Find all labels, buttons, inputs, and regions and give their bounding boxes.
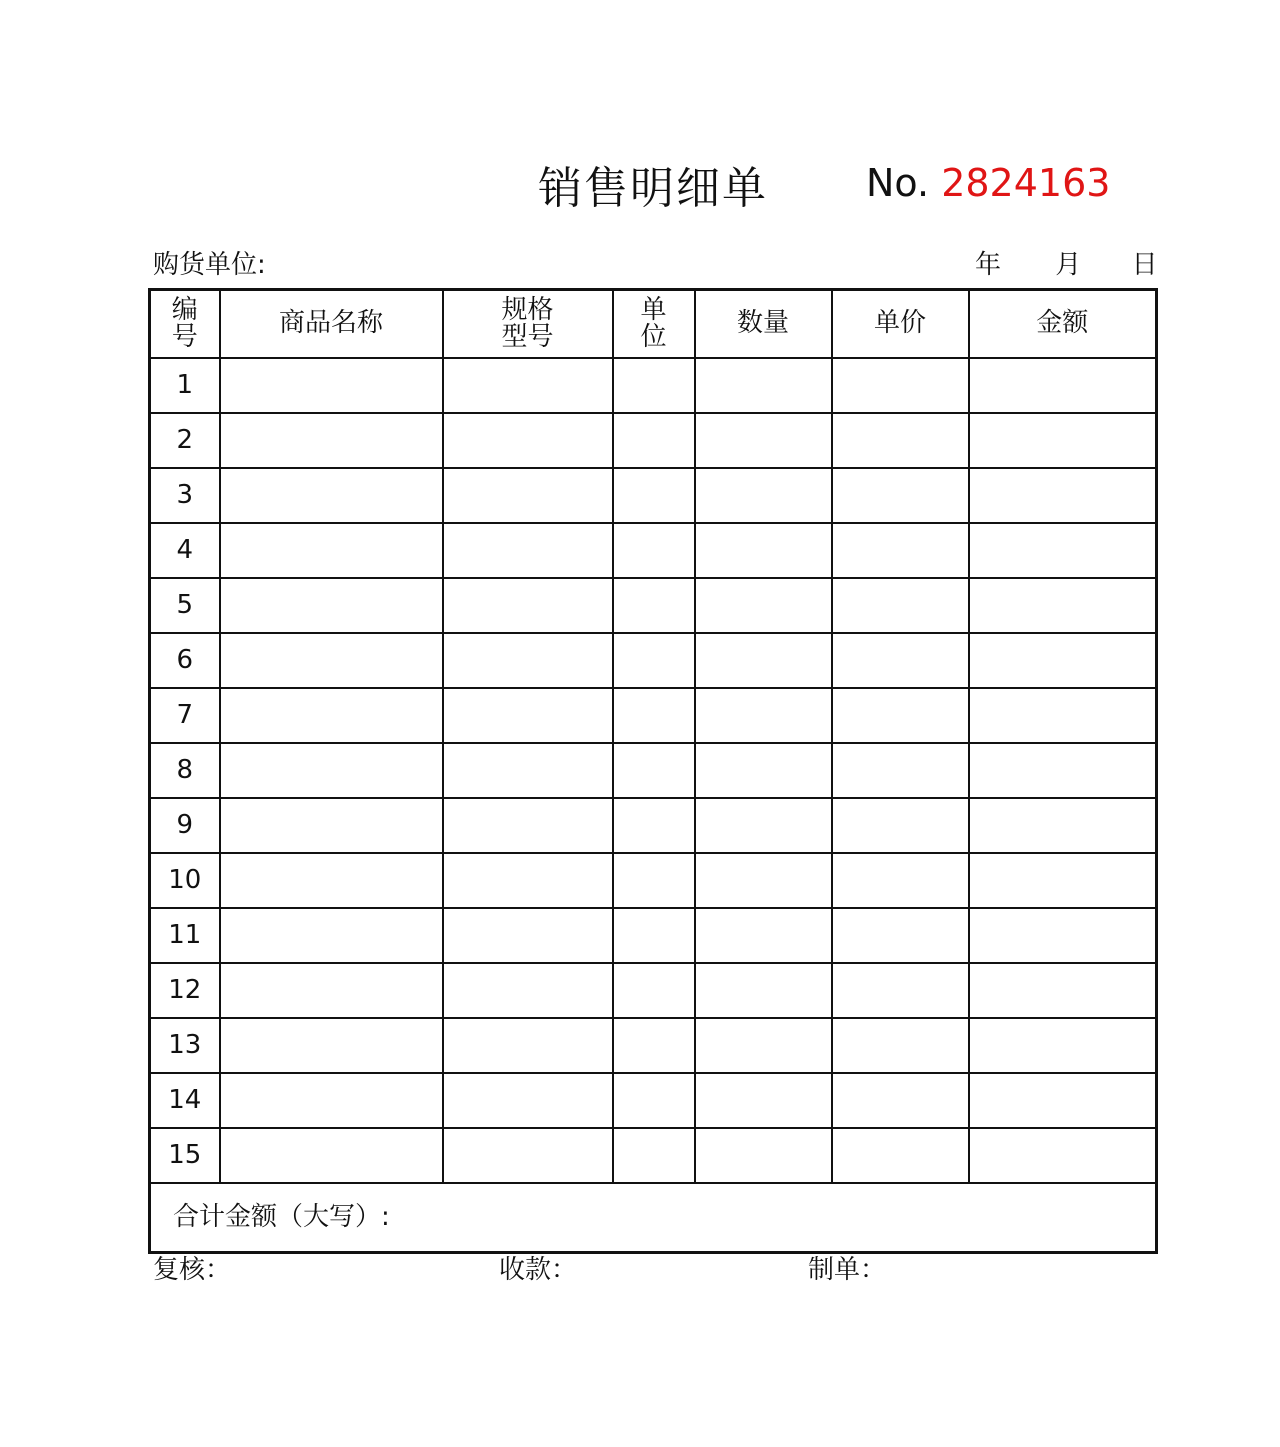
cell-quantity[interactable] — [695, 633, 832, 688]
serial-number: 2824163 — [941, 161, 1111, 205]
cell-unit-price[interactable] — [832, 468, 969, 523]
cell-amount[interactable] — [969, 908, 1157, 963]
buyer-label: 购货单位: — [153, 250, 266, 280]
cell-spec[interactable] — [443, 1018, 613, 1073]
cell-unit-price[interactable] — [832, 413, 969, 468]
cell-unit[interactable] — [613, 633, 695, 688]
cell-spec[interactable] — [443, 1073, 613, 1128]
header-index — [150, 290, 220, 358]
row-index: 4 — [150, 523, 220, 578]
row-index: 12 — [150, 963, 220, 1018]
cell-unit-price[interactable] — [832, 963, 969, 1018]
table-row — [150, 963, 1157, 1018]
cell-amount[interactable] — [969, 413, 1157, 468]
header-unit — [613, 290, 695, 358]
date-line — [975, 244, 1158, 281]
cell-spec[interactable] — [443, 798, 613, 853]
table-row — [150, 633, 1157, 688]
row-index: 2 — [150, 413, 220, 468]
cell-amount[interactable] — [969, 1128, 1157, 1183]
cell-product-name[interactable] — [220, 853, 443, 908]
total-amount-label[interactable]: 合计金额（大写）: — [150, 1183, 1157, 1253]
review-signature-label: 复核： — [153, 1255, 232, 1285]
cell-product-name[interactable] — [220, 578, 443, 633]
table-row — [150, 578, 1157, 633]
row-index: 9 — [150, 798, 220, 853]
date-day-label: 日 — [1131, 250, 1158, 280]
header-spec-line-2: 型号 — [501, 321, 554, 352]
cell-unit-price[interactable] — [832, 523, 969, 578]
table-row — [150, 853, 1157, 908]
cell-unit[interactable] — [613, 578, 695, 633]
cell-unit-price[interactable] — [832, 1018, 969, 1073]
table-row — [150, 1073, 1157, 1128]
document-title: 销售明细单 — [538, 163, 768, 214]
cell-unit-price[interactable] — [832, 1073, 969, 1128]
row-index: 6 — [150, 633, 220, 688]
cell-quantity[interactable] — [695, 523, 832, 578]
serial-number-block — [866, 161, 1110, 205]
maker-signature-label: 制单： — [808, 1255, 887, 1285]
cell-amount[interactable] — [969, 853, 1157, 908]
row-index: 7 — [150, 688, 220, 743]
cell-unit[interactable] — [613, 1073, 695, 1128]
cell-unit[interactable] — [613, 1128, 695, 1183]
row-index: 13 — [150, 1018, 220, 1073]
cell-product-name[interactable] — [220, 413, 443, 468]
cell-quantity[interactable] — [695, 963, 832, 1018]
cell-spec[interactable] — [443, 413, 613, 468]
cell-quantity[interactable] — [695, 798, 832, 853]
cell-product-name[interactable] — [220, 633, 443, 688]
cell-amount[interactable] — [969, 963, 1157, 1018]
table-row — [150, 743, 1157, 798]
cell-quantity[interactable] — [695, 743, 832, 798]
header-amount: 金额 — [969, 290, 1157, 358]
cell-unit-price[interactable] — [832, 358, 969, 413]
cell-unit-price[interactable] — [832, 578, 969, 633]
table-header-row — [150, 290, 1157, 358]
cell-product-name[interactable] — [220, 1073, 443, 1128]
detail-table — [148, 288, 1158, 1254]
row-index: 14 — [150, 1073, 220, 1128]
cell-spec[interactable] — [443, 358, 613, 413]
date-year-label: 年 — [975, 250, 1002, 280]
cell-spec[interactable] — [443, 523, 613, 578]
cell-product-name[interactable] — [220, 798, 443, 853]
cell-product-name[interactable] — [220, 743, 443, 798]
cell-amount[interactable] — [969, 578, 1157, 633]
header-product-name: 商品名称 — [220, 290, 443, 358]
total-row — [150, 1183, 1157, 1253]
cell-spec[interactable] — [443, 743, 613, 798]
cell-unit-price[interactable] — [832, 743, 969, 798]
signature-line — [0, 1249, 1280, 1283]
cell-amount[interactable] — [969, 688, 1157, 743]
table-row — [150, 358, 1157, 413]
cell-unit-price[interactable] — [832, 853, 969, 908]
serial-label: No. — [866, 161, 930, 205]
row-index: 5 — [150, 578, 220, 633]
cell-amount[interactable] — [969, 523, 1157, 578]
cell-product-name[interactable] — [220, 1128, 443, 1183]
cell-quantity[interactable] — [695, 1073, 832, 1128]
cell-spec[interactable] — [443, 633, 613, 688]
header-quantity: 数量 — [695, 290, 832, 358]
cell-quantity[interactable] — [695, 468, 832, 523]
table-row — [150, 688, 1157, 743]
cell-unit-price[interactable] — [832, 908, 969, 963]
header-unit-line-2: 位 — [640, 321, 667, 352]
cell-product-name[interactable] — [220, 963, 443, 1018]
cell-product-name[interactable] — [220, 358, 443, 413]
cell-unit[interactable] — [613, 743, 695, 798]
cell-spec[interactable] — [443, 1128, 613, 1183]
cell-unit[interactable] — [613, 853, 695, 908]
cell-unit[interactable] — [613, 468, 695, 523]
cell-amount[interactable] — [969, 633, 1157, 688]
cell-unit[interactable] — [613, 798, 695, 853]
cell-unit[interactable] — [613, 523, 695, 578]
cell-unit-price[interactable] — [832, 798, 969, 853]
cell-product-name[interactable] — [220, 523, 443, 578]
receive-signature-label: 收款： — [499, 1255, 578, 1285]
cell-spec[interactable] — [443, 853, 613, 908]
cell-spec[interactable] — [443, 908, 613, 963]
cell-spec[interactable] — [443, 963, 613, 1018]
cell-quantity[interactable] — [695, 688, 832, 743]
header-index-line-1: 编 — [171, 294, 198, 325]
date-month-label: 月 — [1055, 250, 1082, 280]
cell-spec[interactable] — [443, 688, 613, 743]
table-row — [150, 1128, 1157, 1183]
cell-unit-price[interactable] — [832, 1128, 969, 1183]
header-unit-line-1: 单 — [640, 294, 667, 325]
table-row — [150, 523, 1157, 578]
table-row — [150, 798, 1157, 853]
cell-unit[interactable] — [613, 358, 695, 413]
row-index: 15 — [150, 1128, 220, 1183]
cell-quantity[interactable] — [695, 1018, 832, 1073]
header-spec — [443, 290, 613, 358]
cell-quantity[interactable] — [695, 358, 832, 413]
cell-spec[interactable] — [443, 578, 613, 633]
cell-quantity[interactable] — [695, 1128, 832, 1183]
cell-amount[interactable] — [969, 468, 1157, 523]
cell-unit-price[interactable] — [832, 688, 969, 743]
row-index: 1 — [150, 358, 220, 413]
row-index: 10 — [150, 853, 220, 908]
cell-unit[interactable] — [613, 688, 695, 743]
cell-quantity[interactable] — [695, 578, 832, 633]
row-index: 11 — [150, 908, 220, 963]
cell-unit[interactable] — [613, 1018, 695, 1073]
header-spec-line-1: 规格 — [501, 294, 554, 325]
cell-unit[interactable] — [613, 963, 695, 1018]
header-unit-price: 单价 — [832, 290, 969, 358]
cell-amount[interactable] — [969, 743, 1157, 798]
row-index: 8 — [150, 743, 220, 798]
header-index-line-2: 号 — [171, 321, 198, 352]
cell-amount[interactable] — [969, 798, 1157, 853]
cell-amount[interactable] — [969, 1073, 1157, 1128]
cell-product-name[interactable] — [220, 468, 443, 523]
table-row — [150, 468, 1157, 523]
cell-unit[interactable] — [613, 908, 695, 963]
cell-amount[interactable] — [969, 1018, 1157, 1073]
cell-product-name[interactable] — [220, 1018, 443, 1073]
table-row — [150, 908, 1157, 963]
cell-unit-price[interactable] — [832, 633, 969, 688]
table-row — [150, 413, 1157, 468]
table-row — [150, 1018, 1157, 1073]
cell-quantity[interactable] — [695, 413, 832, 468]
cell-unit[interactable] — [613, 413, 695, 468]
cell-quantity[interactable] — [695, 853, 832, 908]
cell-product-name[interactable] — [220, 908, 443, 963]
row-index: 3 — [150, 468, 220, 523]
cell-amount[interactable] — [969, 358, 1157, 413]
cell-quantity[interactable] — [695, 908, 832, 963]
cell-product-name[interactable] — [220, 688, 443, 743]
cell-spec[interactable] — [443, 468, 613, 523]
